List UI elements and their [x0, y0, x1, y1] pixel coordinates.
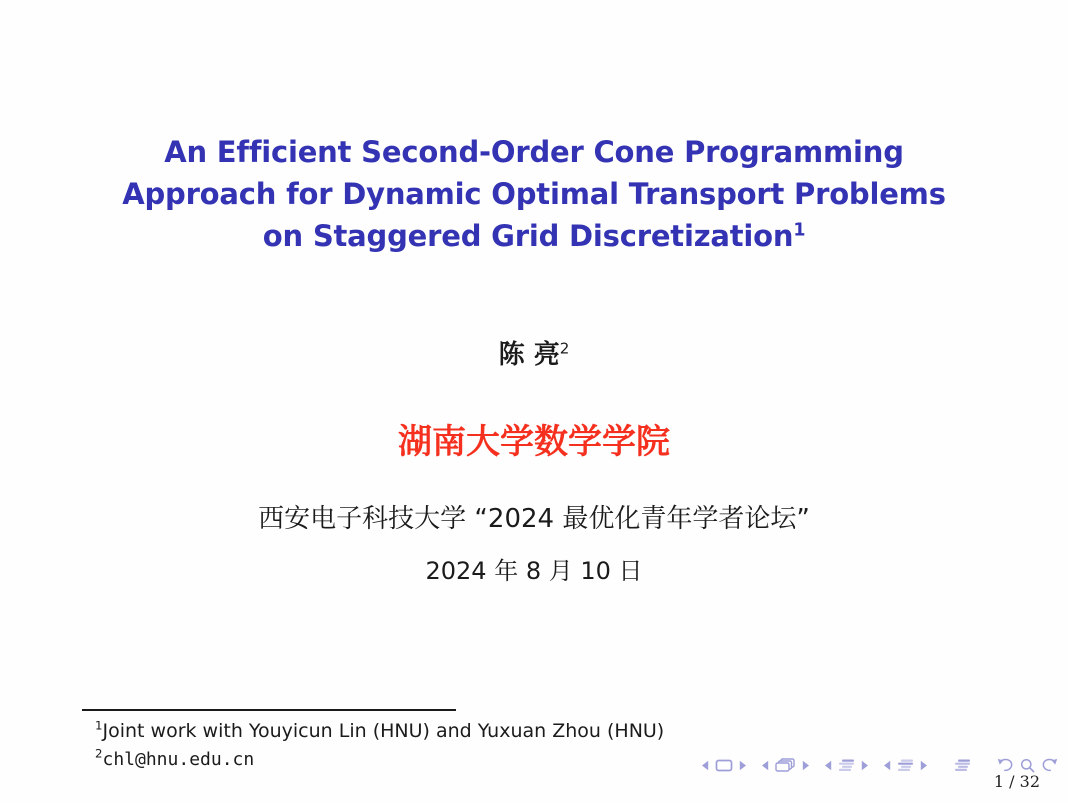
next-frame-icon[interactable]	[802, 760, 810, 771]
next-slide-icon[interactable]	[739, 760, 747, 771]
title-footnote-mark: 1	[793, 220, 806, 241]
prev-subsection-icon[interactable]	[824, 760, 832, 771]
prev-section-icon[interactable]	[883, 760, 891, 771]
forward-icon[interactable]	[1041, 758, 1058, 772]
title-line-3: on Staggered Grid Discretization	[262, 219, 794, 253]
footnote-email	[95, 745, 664, 774]
next-subsection-icon[interactable]	[861, 760, 869, 771]
section-icon[interactable]	[897, 759, 914, 772]
page-title	[0, 131, 1068, 257]
section-nav-group	[883, 759, 928, 772]
author-name: 陈 亮	[498, 340, 560, 370]
subsection-icon[interactable]	[838, 759, 855, 772]
history-nav-group	[997, 758, 1058, 773]
footnote-2-email: chl@hnu.edu.cn	[102, 749, 255, 770]
author	[0, 334, 1068, 371]
appendix-icon[interactable]	[954, 759, 971, 772]
back-icon[interactable]	[997, 758, 1014, 772]
title-line-2: Approach for Dynamic Optimal Transport Problems	[122, 177, 946, 211]
footnote-1-text: Joint work with Youyicun Lin (HNU) and Yuxuan Zhou (HNU)	[102, 720, 665, 742]
frame-nav-group	[761, 758, 810, 773]
author-footnote-mark: 2	[559, 339, 570, 358]
footnote-divider	[82, 709, 456, 711]
prev-frame-icon[interactable]	[761, 760, 769, 771]
title-line-1: An Efficient Second-Order Cone Programming	[164, 135, 904, 169]
footnote-joint-work	[95, 717, 664, 745]
slide-icon[interactable]	[715, 759, 733, 772]
footnotes	[95, 717, 664, 774]
footnote-1-mark: 1	[95, 718, 103, 733]
event-name: 西安电子科技大学 “2024 最优化青年学者论坛”	[258, 504, 810, 534]
institute: 湖南大学数学学院	[398, 422, 670, 462]
footnote-2-mark: 2	[95, 746, 103, 761]
next-section-icon[interactable]	[920, 760, 928, 771]
prev-slide-icon[interactable]	[701, 760, 709, 771]
subsection-nav-group	[824, 759, 869, 772]
slide-nav-group	[701, 759, 747, 772]
frames-icon[interactable]	[775, 758, 796, 773]
appendix-nav-group	[954, 759, 971, 772]
search-icon[interactable]	[1020, 758, 1035, 773]
presentation-date: 2024 年 8 月 10 日	[425, 557, 643, 585]
page-number: 1 / 32	[993, 772, 1040, 791]
